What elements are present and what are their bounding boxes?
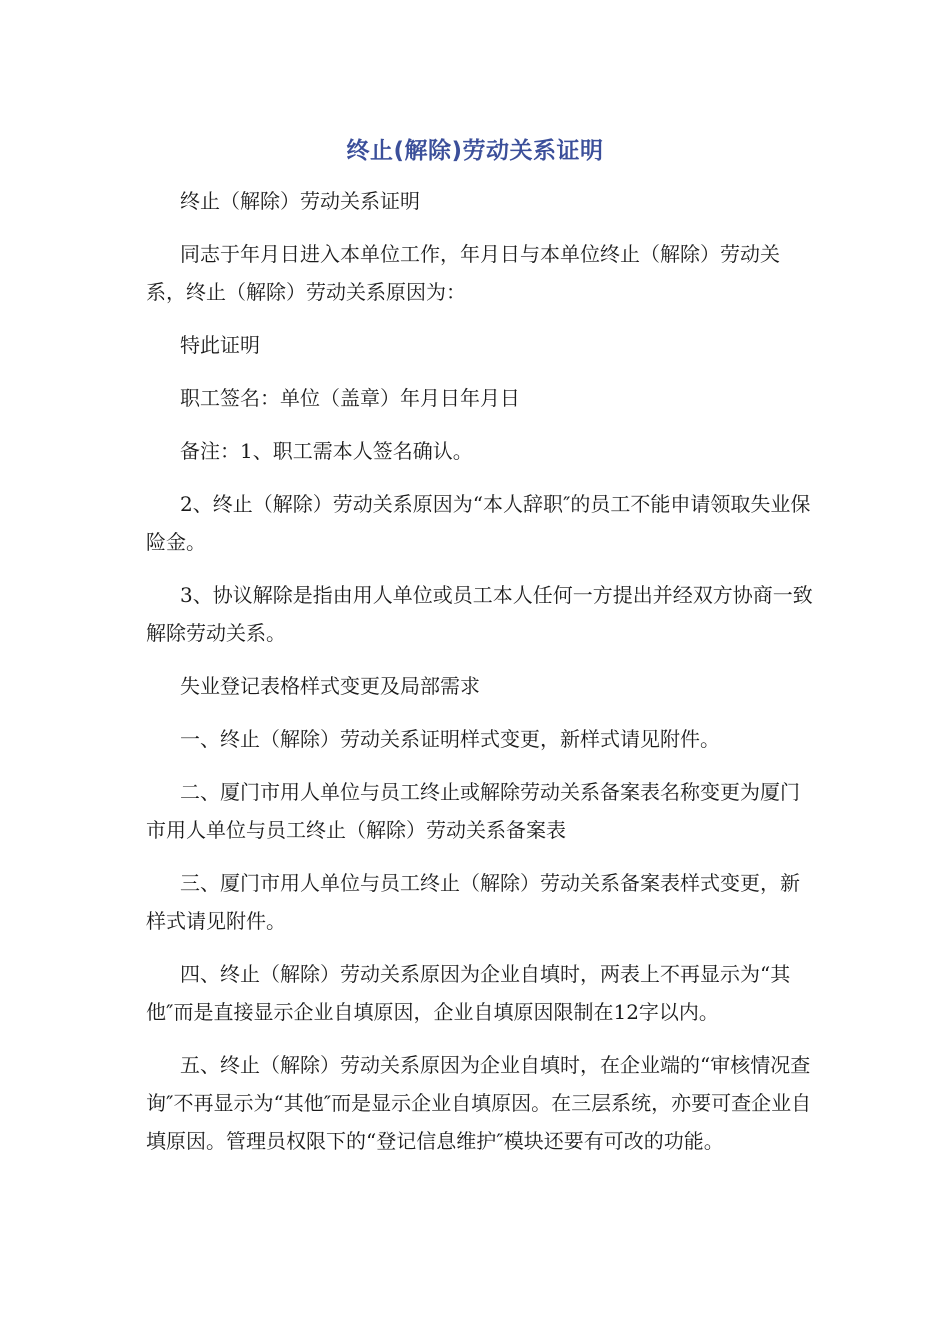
paragraph-note-1: 备注：1、职工需本人签名确认。 (180, 439, 473, 463)
paragraph-signatures: 职工签名：单位（盖章）年月日年月日 (180, 386, 520, 410)
paragraph-item-3: 三、厦门市用人单位与员工终止（解除）劳动关系备案表样式变更，新样式请见附件。 (146, 871, 800, 933)
paragraph-employment-dates: 同志于年月日进入本单位工作，年月日与本单位终止（解除）劳动关系，终止（解除）劳动关系原因为： (146, 242, 780, 304)
paragraph-item-4: 四、终止（解除）劳动关系原因为企业自填时，两表上不再显示为“其他″而是直接显示企业自填原因，企业自填原因限制在12字以内。 (146, 962, 791, 1024)
paragraph-item-5: 五、终止（解除）劳动关系原因为企业自填时，在企业端的“审核情况查询″不再显示为“其他″而是显示企业自填原因。在三层系统，亦要可查企业自填原因。管理员权限下的“登记信息维护″模块还要有可改的功能。 (146, 1053, 812, 1153)
paragraph-item-2: 二、厦门市用人单位与员工终止或解除劳动关系备案表名称变更为厦门市用人单位与员工终止（解除）劳动关系备案表 (146, 780, 800, 842)
paragraph-note-2: 2、终止（解除）劳动关系原因为“本人辞职″的员工不能申请领取失业保险金。 (146, 492, 811, 554)
document-title: 终止(解除)劳动关系证明 (346, 138, 604, 164)
paragraph-item-1: 一、终止（解除）劳动关系证明样式变更，新样式请见附件。 (180, 727, 720, 751)
paragraph-heading: 终止（解除）劳动关系证明 (180, 189, 420, 213)
document-body (146, 182, 816, 1160)
paragraph-subheading: 失业登记表格样式变更及局部需求 (180, 674, 480, 698)
paragraph-note-3: 3、协议解除是指由用人单位或员工本人任何一方提出并经双方协商一致解除劳动关系。 (146, 583, 813, 645)
paragraph-certification: 特此证明 (180, 333, 260, 357)
